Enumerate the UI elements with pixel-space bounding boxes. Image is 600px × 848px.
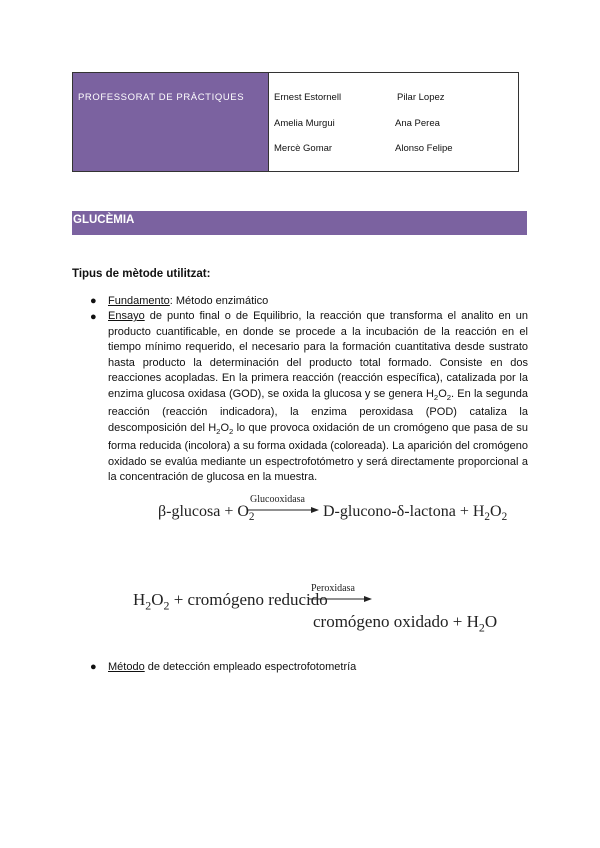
- subscript: 2: [216, 426, 221, 436]
- term-ensayo: Ensayo: [108, 310, 145, 322]
- chem-letter: O: [220, 421, 229, 434]
- eq1-right-text: D-glucono-δ-lactona + H: [323, 503, 485, 520]
- subscript: 2: [145, 598, 152, 613]
- staff-name: Ana Perea: [395, 118, 440, 129]
- chem-letter: O: [438, 387, 447, 400]
- staff-name: Ernest Estornell: [274, 92, 342, 103]
- staff-names-cell: [268, 73, 518, 171]
- subscript: 2: [229, 426, 234, 436]
- bullet-fundamento: [108, 294, 528, 310]
- eq2-h: H: [133, 590, 146, 609]
- bullet-metodo: [108, 660, 528, 676]
- eq1-enzyme-label: Glucooxidasa: [250, 494, 305, 505]
- bullet-dot: ●: [90, 295, 97, 307]
- bullet-text: de detección empleado espectrofotometría: [144, 661, 357, 673]
- bullet-dot: ●: [90, 661, 97, 673]
- bullet-text: . En la segunda reacción (reacción indicadora), la enzima peroxidasa (POD) cataliza la descomposición del H: [108, 387, 528, 434]
- bullet-ensayo: [108, 309, 528, 486]
- section-title: GLUCÈMIA: [73, 214, 135, 226]
- term-fundamento: Fundamento: [108, 295, 170, 307]
- subscript: 2: [478, 620, 485, 635]
- eq2-left-text: + cromógeno reducido: [169, 590, 328, 609]
- equation-glucose-oxidation: [158, 503, 255, 523]
- section-title-bar: [72, 211, 527, 235]
- bullet-text: : Método enzimático: [169, 295, 269, 307]
- bullet-dot: ●: [90, 311, 97, 323]
- subscript: 2: [501, 511, 508, 524]
- subscript: 2: [248, 511, 255, 524]
- method-subtitle: Tipus de mètode utilitzat:: [72, 268, 211, 280]
- bullet-text: lo que provoca oxidación de un cromógeno que pasa de su forma reducida (incolora) a su forma oxidada (coloreada). La aparición del cromógeno oxidado se evalúa mediante un espectrofotómetro y será directamente proporcional a la concentración de glucosa en la muestra.: [108, 421, 528, 484]
- eq2-right: [313, 612, 497, 635]
- subscript: 2: [446, 392, 452, 402]
- staff-label-cell: [73, 73, 268, 171]
- staff-label: PROFESSORAT DE PRÀCTIQUES: [78, 92, 245, 103]
- eq2-enzyme-label: Peroxidasa: [311, 583, 355, 594]
- staff-name: Amelia Murgui: [274, 118, 335, 129]
- eq1-arrow: [247, 505, 321, 515]
- term-metodo: Método: [108, 661, 145, 673]
- bullet-text: de punto final o de Equilibrio, la reacción que transforma el analito en un producto cuantificable, en donde se procede a la incubación de la reacción en el tiempo mínimo requerido, el necesario para la formación cuantitativa desde sustrato hasta producto la determinación del producto total formado. Consiste en dos reacciones acopladas. En la primera reacción (reacción específica), catalizada por la enzima glucosa oxidasa (GOD), se oxida la glucosa y se genera H: [108, 310, 528, 400]
- eq2-right-text: cromógeno oxidado + H: [313, 612, 479, 631]
- subscript: 2: [163, 598, 170, 613]
- subscript: 2: [484, 511, 490, 524]
- eq2-right-end: O: [484, 612, 498, 631]
- eq1-right-end: O: [490, 503, 502, 520]
- eq2-o: O: [151, 590, 164, 609]
- staff-table: [72, 72, 519, 172]
- eq1-right: [323, 503, 507, 523]
- staff-name: Alonso Felipe: [395, 143, 453, 154]
- staff-name: Pilar Lopez: [397, 92, 445, 103]
- staff-name: Mercè Gomar: [274, 143, 333, 154]
- eq1-left: β-glucosa + O: [158, 503, 249, 520]
- equation-peroxidase: [133, 590, 328, 613]
- eq2-arrow: [308, 594, 374, 604]
- subscript: 2: [433, 392, 439, 402]
